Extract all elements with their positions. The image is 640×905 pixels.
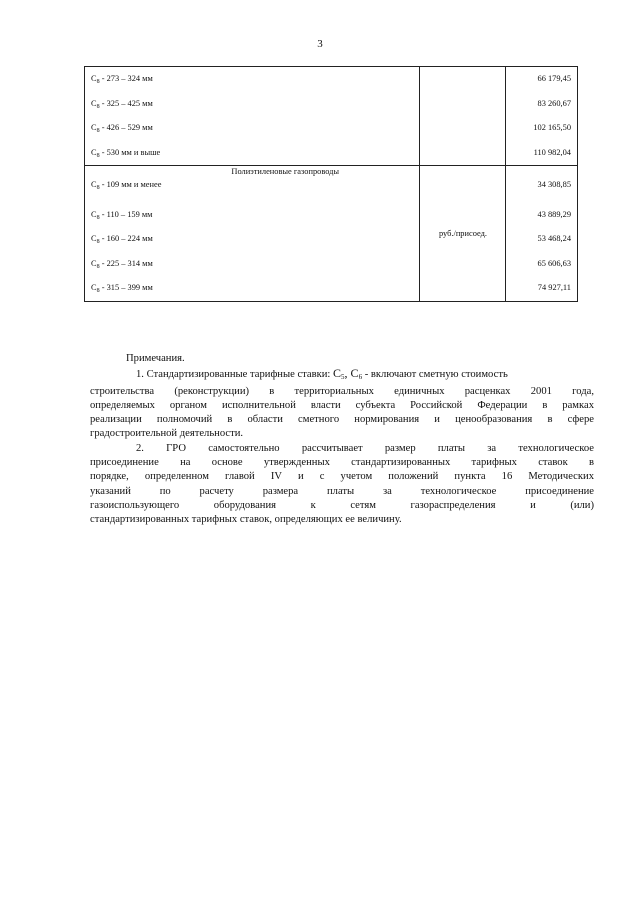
table-row: $C_8 - 315 - 399$ мм: [91, 283, 153, 294]
note-2-line: указаний по расчету размера платы за технологическое присоединение: [90, 485, 594, 497]
table-value: 83 260,67: [537, 98, 571, 108]
unit-cell: [420, 166, 506, 302]
table-row: $C_8 - 530$ мм и выше: [91, 147, 161, 159]
table-row: $C_8 - 273 - 324$ мм: [91, 74, 153, 85]
description-column: [85, 67, 420, 166]
description-column: [85, 166, 420, 302]
value-column: [506, 166, 578, 302]
tariff-table: [84, 66, 578, 302]
table-value: 65 606,63: [537, 258, 571, 268]
table-row: $C_8 - 110 - 159$ мм: [91, 209, 153, 221]
table-value: 110 982,04: [533, 147, 571, 157]
tariff-formula: C5, C6: [333, 366, 363, 382]
table-row: $C_8 - 426 - 529$ мм: [91, 123, 153, 134]
note-2-line: присоединение на основе утвержденных стандартизированных тарифных ставок в: [90, 457, 594, 469]
note-1-line: градостроительной деятельности.: [90, 428, 244, 440]
table-value: 66 179,45: [537, 74, 571, 83]
unit-label: руб./присоед.: [438, 228, 487, 238]
unit-column: [420, 67, 506, 166]
table-value: 34 308,85: [537, 180, 571, 189]
page-number: 3: [317, 38, 323, 50]
table-value: 74 927,11: [537, 283, 571, 292]
table-value: 53 468,24: [537, 234, 571, 243]
note-2-line: порядке, определенном главой IV и с учетом положений пункта 16 Методических: [90, 471, 594, 483]
table-section-steel: [85, 67, 578, 166]
notes-heading: Примечания.: [126, 353, 185, 364]
note-2-line: стандартизированных тарифных ставок, определяющих ее величину.: [90, 514, 402, 526]
group-title: Полиэтиленовые газопроводы: [231, 167, 340, 176]
notes-block: [90, 352, 594, 528]
table-section-polyethylene: [85, 166, 578, 302]
note-1-line: реализации полномочий в области сметного нормирования и ценообразования в сфере: [90, 414, 594, 426]
table-value: 43 889,29: [537, 209, 571, 219]
note-1-line: определяемых органом исполнительной власти субъекта Российской Федерации в рамках: [90, 399, 594, 411]
note-2-line: 2. ГРО самостоятельно рассчитывает размер платы за технологическое: [136, 442, 594, 454]
table-row: $C_8 - 109$ мм и менее: [91, 180, 162, 191]
note-1-line: строительства (реконструкции) в территориальных единичных расценках 2001 года,: [90, 385, 594, 397]
note-1-first-line: 1. Стандартизированные тарифные ставки: C5, C6 - включают сметную стоимость: [136, 366, 508, 382]
note-2-line: газоиспользующего оборудования к сетям газораспределения и (или): [90, 499, 594, 511]
table-row: $C_8 - 325 - 425$ мм: [91, 98, 153, 110]
table-value: 102 165,50: [533, 123, 571, 132]
table-row: $C_8 - 225 - 314$ мм: [91, 258, 153, 270]
value-column: [506, 67, 578, 166]
table-row: $C_8 - 160 - 224$ мм: [91, 234, 153, 245]
